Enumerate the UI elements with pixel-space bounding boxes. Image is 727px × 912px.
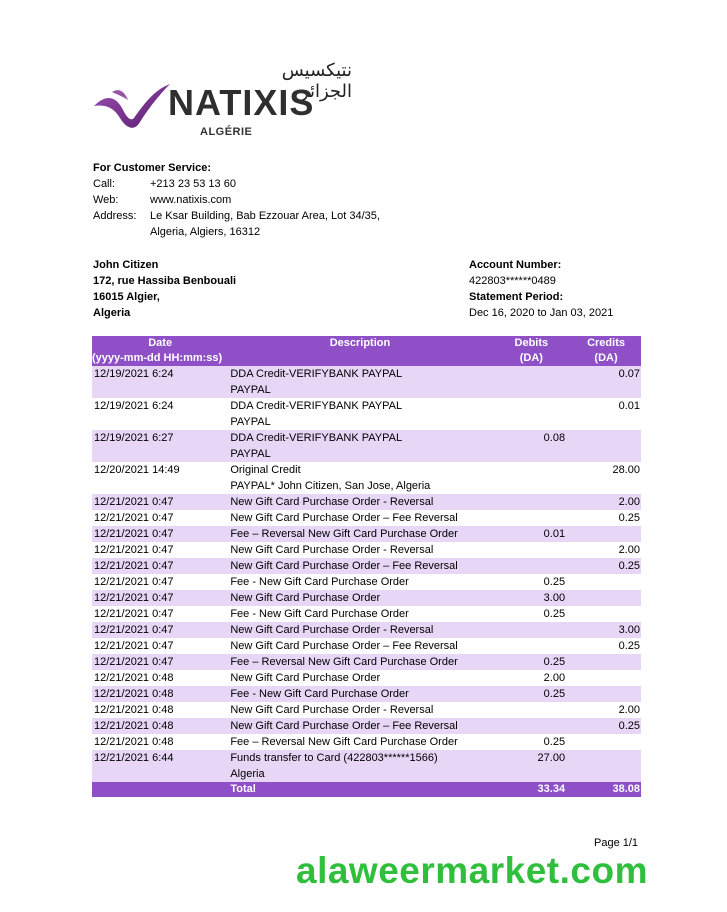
cell-description: New Gift Card Purchase Order – Fee Reversal [228, 638, 491, 654]
table-row [92, 542, 641, 558]
address-line2: Algeria, Algiers, 16312 [150, 226, 261, 238]
cell-credit [571, 654, 641, 670]
cell-credit: 0.01 [571, 398, 641, 430]
transactions-table [92, 336, 641, 797]
cell-debit [492, 398, 571, 430]
watermark-text: alaweermarket.com [296, 850, 648, 891]
customer-address-block [93, 257, 236, 321]
total-label: Total [228, 782, 491, 797]
customer-city: 16015 Algier, [93, 291, 160, 303]
cell-debit: 0.25 [492, 654, 571, 670]
statement-period: Dec 16, 2020 to Jan 03, 2021 [469, 307, 614, 319]
customer-service-block [93, 160, 380, 240]
cell-date: 12/21/2021 0:47 [92, 526, 228, 542]
customer-street: 172, rue Hassiba Benbouali [93, 275, 237, 287]
statement-period-label: Statement Period: [469, 291, 564, 303]
table-row [92, 702, 641, 718]
cell-description: New Gift Card Purchase Order – Fee Reversal [228, 718, 491, 734]
table-row [92, 398, 641, 430]
logo-arabic-text: نتيكسيس الجزائر [281, 60, 352, 102]
cell-description: Fee - New Gift Card Purchase Order [228, 686, 491, 702]
cell-date: 12/21/2021 0:47 [92, 510, 228, 526]
cell-description: New Gift Card Purchase Order [228, 670, 491, 686]
cell-debit: 0.01 [492, 526, 571, 542]
cell-debit [492, 494, 571, 510]
cell-date: 12/21/2021 0:48 [92, 702, 228, 718]
cell-description: Fee - New Gift Card Purchase Order [228, 606, 491, 622]
table-row [92, 686, 641, 702]
account-number-label: Account Number: [469, 259, 562, 271]
cell-credit [571, 670, 641, 686]
cell-credit: 2.00 [571, 494, 641, 510]
cell-date: 12/20/2021 14:49 [92, 462, 228, 494]
cell-description-line2: Algeria [230, 768, 265, 780]
cell-date: 12/21/2021 0:48 [92, 718, 228, 734]
table-row [92, 526, 641, 542]
cell-credit [571, 606, 641, 622]
cell-debit [492, 638, 571, 654]
table-row [92, 462, 641, 494]
cell-date: 12/21/2021 0:48 [92, 686, 228, 702]
call-number: +213 23 53 13 60 [150, 178, 236, 190]
cell-credit: 0.25 [571, 510, 641, 526]
cell-date: 12/21/2021 0:47 [92, 574, 228, 590]
cell-description-line2: PAYPAL* John Citizen, San Jose, Algeria [230, 480, 431, 492]
call-row [93, 176, 380, 192]
page-number: Page 1/1 [594, 837, 639, 849]
cell-description: New Gift Card Purchase Order – Fee Reversal [228, 510, 491, 526]
cell-date: 12/21/2021 0:47 [92, 606, 228, 622]
cell-debit: 0.25 [492, 686, 571, 702]
web-link[interactable]: www.natixis.com [150, 194, 232, 206]
account-number: 422803******0489 [469, 275, 556, 287]
cell-debit: 3.00 [492, 590, 571, 606]
cell-description: New Gift Card Purchase Order [228, 590, 491, 606]
table-row [92, 558, 641, 574]
account-info-block [469, 257, 613, 321]
table-row [92, 734, 641, 750]
cell-credit [571, 430, 641, 462]
address-line1: Le Ksar Building, Bab Ezzouar Area, Lot 34/35, [150, 210, 380, 222]
total-credit: 38.08 [571, 782, 641, 797]
table-body [92, 366, 641, 797]
table-row [92, 574, 641, 590]
table-header-row [92, 336, 641, 366]
cell-date: 12/21/2021 0:47 [92, 638, 228, 654]
total-row [92, 782, 641, 797]
table-row [92, 718, 641, 734]
cell-credit: 0.07 [571, 366, 641, 398]
cell-debit: 0.08 [492, 430, 571, 462]
logo-country: ALGÉRIE [200, 126, 253, 138]
total-debit: 33.34 [492, 782, 571, 797]
cell-date: 12/21/2021 0:48 [92, 670, 228, 686]
cell-debit: 0.25 [492, 574, 571, 590]
table-row [92, 654, 641, 670]
cell-description: New Gift Card Purchase Order – Fee Reversal [228, 558, 491, 574]
cell-description-line2: PAYPAL [230, 384, 271, 396]
customer-name: John Citizen [93, 259, 159, 271]
cell-debit [492, 718, 571, 734]
cell-date: 12/21/2021 0:47 [92, 542, 228, 558]
cell-date: 12/19/2021 6:27 [92, 430, 228, 462]
table-row [92, 430, 641, 462]
cell-description: Original Credit PAYPAL* John Citizen, San Jose, Algeria [228, 462, 491, 494]
table-row [92, 590, 641, 606]
address-row [93, 208, 380, 224]
cell-description: New Gift Card Purchase Order - Reversal [228, 622, 491, 638]
customer-country: Algeria [93, 307, 131, 319]
cell-credit [571, 574, 641, 590]
header-description: Description [228, 336, 491, 366]
cell-debit [492, 542, 571, 558]
cell-date: 12/21/2021 0:47 [92, 494, 228, 510]
cell-debit: 0.25 [492, 734, 571, 750]
cell-credit [571, 590, 641, 606]
table-row [92, 622, 641, 638]
call-label: Call: [93, 178, 116, 190]
cell-description: Funds transfer to Card (422803******1566) Algeria [228, 750, 491, 782]
total-empty [92, 782, 228, 797]
table-row [92, 750, 641, 782]
cell-description: New Gift Card Purchase Order - Reversal [228, 494, 491, 510]
header-debits: Debits (DA) [492, 336, 571, 366]
table-row [92, 638, 641, 654]
cell-credit [571, 734, 641, 750]
header-date: Date (yyyy-mm-dd HH:mm:ss) [92, 336, 228, 366]
cell-credit: 2.00 [571, 542, 641, 558]
cell-date: 12/21/2021 0:47 [92, 654, 228, 670]
web-row [93, 192, 380, 208]
cell-date: 12/19/2021 6:24 [92, 398, 228, 430]
table-row [92, 606, 641, 622]
table-row [92, 670, 641, 686]
cell-credit [571, 526, 641, 542]
cell-date: 12/21/2021 0:47 [92, 622, 228, 638]
web-label: Web: [93, 194, 119, 206]
table-row [92, 510, 641, 526]
cell-description: DDA Credit-VERIFYBANK PAYPAL PAYPAL [228, 398, 491, 430]
cell-credit: 28.00 [571, 462, 641, 494]
cell-description: Fee – Reversal New Gift Card Purchase Order [228, 654, 491, 670]
header-credits: Credits (DA) [571, 336, 641, 366]
natixis-logo [92, 60, 352, 145]
cell-description: DDA Credit-VERIFYBANK PAYPAL PAYPAL [228, 366, 491, 398]
cell-description-line2: PAYPAL [230, 416, 271, 428]
address-label: Address: [93, 210, 137, 222]
cell-credit: 2.00 [571, 702, 641, 718]
cell-description: DDA Credit-VERIFYBANK PAYPAL PAYPAL [228, 430, 491, 462]
cell-credit: 0.25 [571, 718, 641, 734]
cell-debit [492, 558, 571, 574]
cell-debit [492, 510, 571, 526]
cell-description: New Gift Card Purchase Order - Reversal [228, 542, 491, 558]
customer-service-title: For Customer Service: [93, 162, 211, 174]
cell-description: Fee – Reversal New Gift Card Purchase Order [228, 526, 491, 542]
cell-description-line2: PAYPAL [230, 448, 271, 460]
cell-date: 12/21/2021 0:48 [92, 734, 228, 750]
cell-credit: 0.25 [571, 558, 641, 574]
natixis-swoosh-icon [92, 78, 172, 133]
cell-debit: 27.00 [492, 750, 571, 782]
cell-debit [492, 702, 571, 718]
cell-credit: 0.25 [571, 638, 641, 654]
cell-credit [571, 750, 641, 782]
cell-description: Fee - New Gift Card Purchase Order [228, 574, 491, 590]
cell-credit [571, 686, 641, 702]
cell-debit [492, 462, 571, 494]
table-row [92, 366, 641, 398]
cell-debit [492, 366, 571, 398]
table-row [92, 494, 641, 510]
cell-debit: 0.25 [492, 606, 571, 622]
cell-debit [492, 622, 571, 638]
logo-wordmark: NATIXIS [168, 82, 315, 123]
cell-description: Fee – Reversal New Gift Card Purchase Order [228, 734, 491, 750]
cell-date: 12/21/2021 0:47 [92, 558, 228, 574]
cell-credit: 3.00 [571, 622, 641, 638]
cell-date: 12/19/2021 6:24 [92, 366, 228, 398]
cell-debit: 2.00 [492, 670, 571, 686]
cell-description: New Gift Card Purchase Order - Reversal [228, 702, 491, 718]
cell-date: 12/21/2021 6:44 [92, 750, 228, 782]
cell-date: 12/21/2021 0:47 [92, 590, 228, 606]
